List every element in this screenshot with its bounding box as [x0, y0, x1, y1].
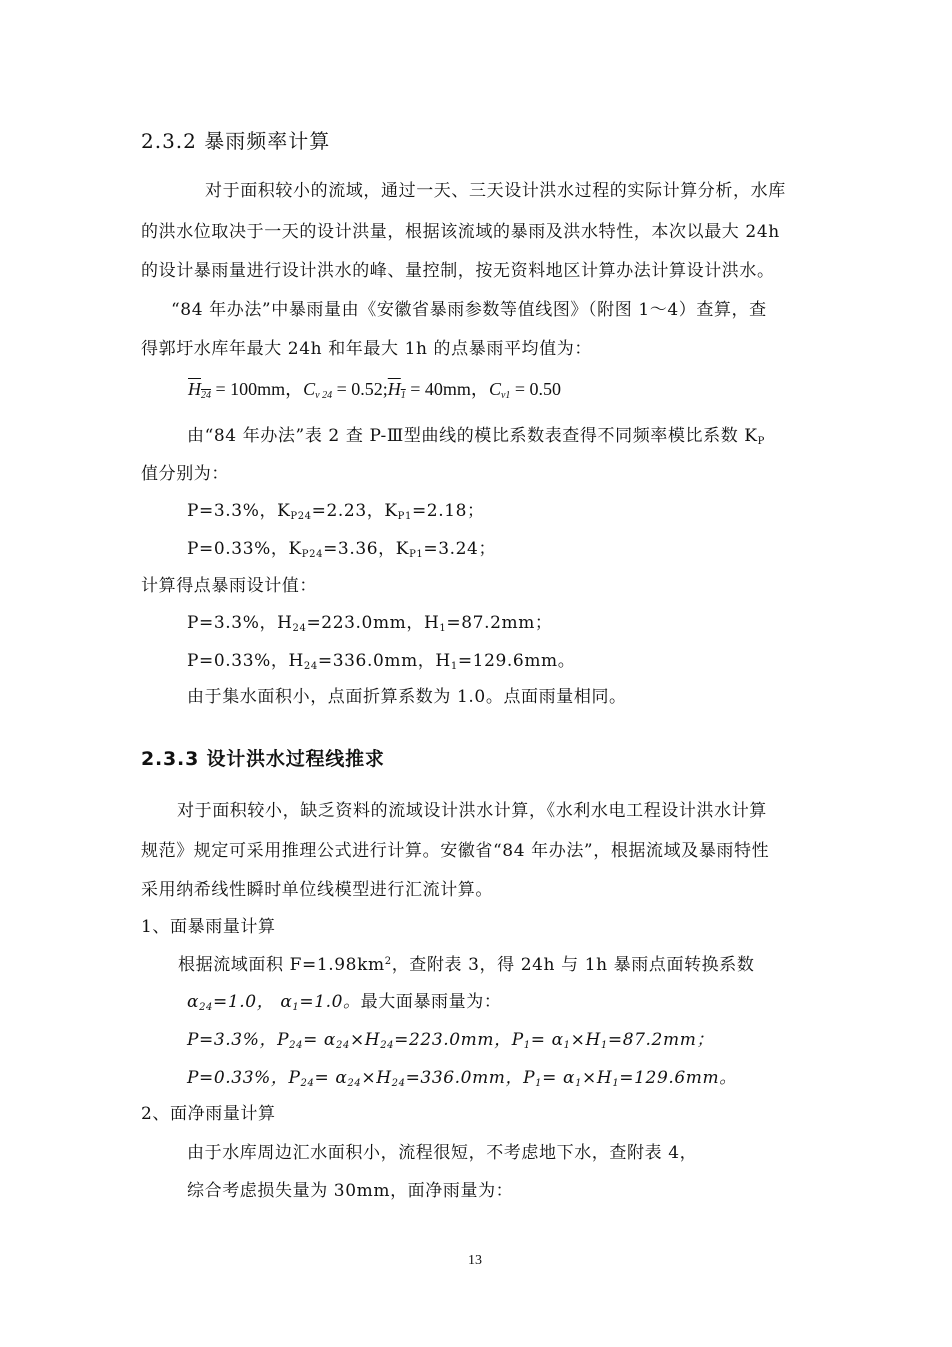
formula-mean-values	[188, 379, 562, 401]
h-design-line: P=3.3%，$H_{24}=223.0mm$，$H_1=87.2mm$；	[187, 613, 553, 634]
note-line: 由于集水面积小，点面折算系数为 1.0。点面雨量相同。	[187, 687, 627, 707]
paragraph-line: 由“84 年办法”表 2 查 P-Ⅲ型曲线的模比系数表查得不同频率模比系数 $K_P$	[187, 426, 765, 447]
section-title-233: 2.3.3 设计洪水过程线推求	[141, 748, 385, 770]
cv1-subscript: v1	[500, 390, 511, 401]
item-title: 1、面暴雨量计算	[141, 917, 276, 937]
alpha-line: $\alpha_{24}=1.0$， $\alpha_1=1.0$。最大面暴雨量为：	[187, 992, 502, 1013]
item-title: 2、面净雨量计算	[141, 1104, 276, 1124]
paragraph-line: 值分别为：	[141, 464, 229, 484]
paragraph-line: 根据流域面积 $F=1.98km^2$，查附表 3，得 24h 与 1h 暴雨点面转换系数	[178, 955, 755, 975]
paragraph-line: 得郭圩水库年最大 24h 和年最大 1h 的点暴雨平均值为：	[141, 339, 592, 359]
page-number: 13	[468, 1253, 482, 1268]
h1-symbol: $H_1$	[387, 379, 406, 401]
kp-line: P=3.3%，$K_{P24}=2.23$，$K_{P1}=2.18$；	[187, 501, 485, 522]
paragraph-line: 由于水库周边汇水面积小，流程很短，不考虑地下水，查附表 4，	[187, 1143, 698, 1163]
cv1-value: = 0.50	[510, 379, 562, 399]
cv24-subscript: v 24	[315, 390, 333, 401]
cv24-symbol: C	[303, 379, 316, 399]
kp-line: P=0.33%，$K_{P24}=3.36$，$K_{P1}=3.24$；	[187, 539, 497, 560]
paragraph-line: 综合考虑损失量为 30mm，面净雨量为：	[187, 1181, 514, 1201]
h-design-line: P=0.33%，$H_{24}=336.0mm$，$H_1=129.6mm$。	[187, 651, 576, 672]
paragraph-line: 对于面积较小的流域，通过一天、三天设计洪水过程的实际计算分析，水库	[205, 181, 786, 201]
section-title-232: 2.3.2 暴雨频率计算	[141, 129, 331, 153]
cv24-value: = 0.52;	[332, 379, 388, 399]
areal-rain-line: P=3.3%，$P_{24}= \alpha_{24}\times H_{24}=223.0mm$，$P_1= \alpha_1\times H_1=87.2mm$；	[187, 1030, 715, 1051]
h24-symbol: $H_{24}$	[188, 379, 211, 401]
areal-rain-line: P=0.33%，$P_{24}= \alpha_{24}\times H_{24}=336.0mm$，$P_1= \alpha_1\times H_1=129.6mm$。	[187, 1068, 737, 1089]
paragraph-line: 的洪水位取决于一天的设计洪量，根据该流域的暴雨及洪水特性，本次以最大 24h	[141, 222, 780, 242]
paragraph-line: 的设计暴雨量进行设计洪水的峰、量控制，按无资料地区计算办法计算设计洪水。	[141, 261, 775, 281]
paragraph-line: “84 年办法”中暴雨量由《安徽省暴雨参数等值线图》（附图 1～4）查算，查	[171, 300, 767, 320]
paragraph-line: 对于面积较小，缺乏资料的流域设计洪水计算，《水利水电工程设计洪水计算	[177, 801, 767, 821]
h1-value: = 40mm，	[405, 379, 489, 399]
paragraph-line: 规范》规定可采用推理公式进行计算。安徽省“84 年办法”，根据流域及暴雨特性	[141, 841, 770, 861]
cv1-symbol: C	[488, 379, 501, 399]
h24-value: = 100mm，	[211, 379, 304, 399]
calc-label: 计算得点暴雨设计值：	[141, 576, 317, 596]
paragraph-line: 采用纳希线性瞬时单位线模型进行汇流计算。	[141, 880, 493, 900]
